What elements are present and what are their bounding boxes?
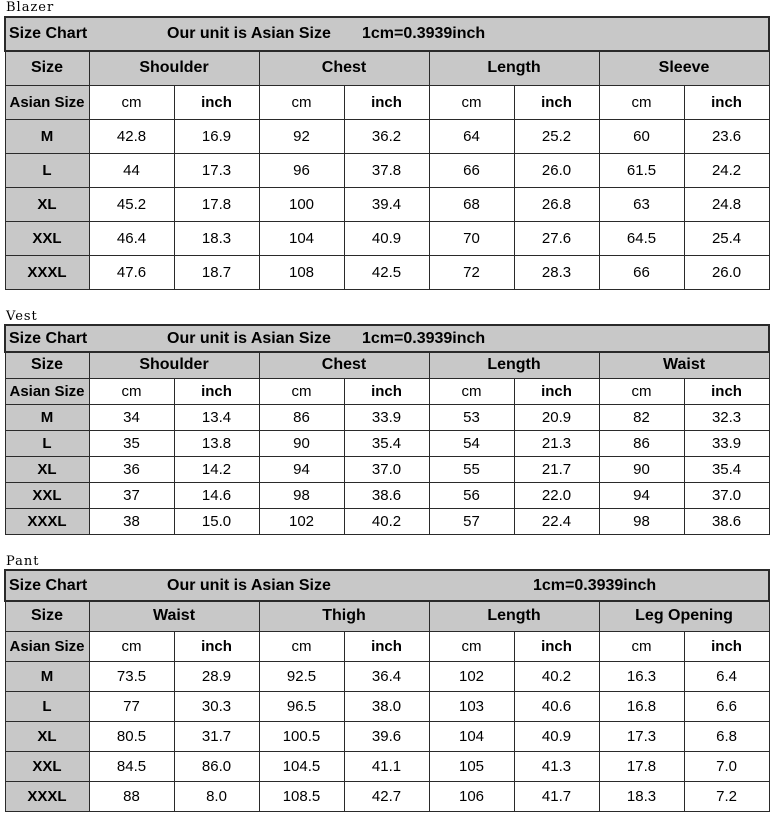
value-cell: 47.6 [89,255,174,289]
unit-cm: cm [599,378,684,404]
value-cell: 90 [599,456,684,482]
value-cell: 28.3 [514,255,599,289]
value-cell: 73.5 [89,661,174,691]
value-cell: 45.2 [89,187,174,221]
table-row [5,404,769,430]
unit-cm: cm [599,85,684,119]
value-cell: 37.0 [684,482,769,508]
table-row [5,751,769,781]
table-row [5,508,769,534]
section-title-vest: Vest [6,309,38,324]
value-cell: 54 [429,430,514,456]
size-cell: XXXL [5,255,89,289]
size-cell: M [5,404,89,430]
table-row [5,255,769,289]
value-cell: 41.3 [514,751,599,781]
value-cell: 66 [599,255,684,289]
value-cell: 106 [429,781,514,811]
size-cell: XXXL [5,508,89,534]
value-cell: 37.0 [344,456,429,482]
value-cell: 6.6 [684,691,769,721]
value-cell: 84.5 [89,751,174,781]
value-cell: 88 [89,781,174,811]
unit-inch: inch [684,631,769,661]
value-cell: 92.5 [259,661,344,691]
value-cell: 77 [89,691,174,721]
table-row [5,781,769,811]
unit-row [5,85,769,119]
value-cell: 32.3 [684,404,769,430]
measurement-header: Waist [599,352,769,378]
value-cell: 22.0 [514,482,599,508]
value-cell: 33.9 [684,430,769,456]
measurement-header: Shoulder [89,352,259,378]
value-cell: 16.9 [174,119,259,153]
value-cell: 26.8 [514,187,599,221]
value-cell: 31.7 [174,721,259,751]
conversion-note: 1cm=0.3939inch [362,25,486,42]
size-cell: XL [5,187,89,221]
value-cell: 102 [429,661,514,691]
value-cell: 25.4 [684,221,769,255]
unit-row [5,631,769,661]
value-cell: 104 [429,721,514,751]
value-cell: 22.4 [514,508,599,534]
measurement-header: Leg Opening [599,601,769,631]
value-cell: 36.2 [344,119,429,153]
unit-inch: inch [514,378,599,404]
table-row [5,119,769,153]
unit-inch: inch [344,631,429,661]
title-row [5,570,769,601]
unit-cm: cm [259,85,344,119]
conversion-note: 1cm=0.3939inch [533,576,657,594]
value-cell: 56 [429,482,514,508]
value-cell: 108 [259,255,344,289]
value-cell: 18.3 [599,781,684,811]
table-row [5,430,769,456]
value-cell: 41.7 [514,781,599,811]
value-cell: 64 [429,119,514,153]
value-cell: 17.3 [599,721,684,751]
value-cell: 15.0 [174,508,259,534]
measurement-header: Chest [259,51,429,85]
asian-size-label: Asian Size [5,631,89,661]
unit-cm: cm [259,631,344,661]
value-cell: 53 [429,404,514,430]
size-cell: M [5,119,89,153]
unit-cm: cm [89,85,174,119]
measurement-header: Chest [259,352,429,378]
value-cell: 66 [429,153,514,187]
value-cell: 6.8 [684,721,769,751]
value-cell: 38.0 [344,691,429,721]
value-cell: 108.5 [259,781,344,811]
value-cell: 35.4 [684,456,769,482]
unit-note: Our unit is Asian Size [167,25,331,42]
size-table-vest [4,324,770,535]
value-cell: 14.6 [174,482,259,508]
value-cell: 68 [429,187,514,221]
title-row [5,325,769,352]
value-cell: 105 [429,751,514,781]
measurement-header: Waist [89,601,259,631]
value-cell: 72 [429,255,514,289]
value-cell: 14.2 [174,456,259,482]
value-cell: 46.4 [89,221,174,255]
size-cell: XXXL [5,781,89,811]
value-cell: 23.6 [684,119,769,153]
table-row [5,221,769,255]
size-cell: XL [5,456,89,482]
unit-cm: cm [599,631,684,661]
value-cell: 27.6 [514,221,599,255]
unit-inch: inch [174,85,259,119]
unit-inch: inch [514,85,599,119]
value-cell: 28.9 [174,661,259,691]
size-cell: XXL [5,751,89,781]
measurement-header: Shoulder [89,51,259,85]
value-cell: 86 [599,430,684,456]
value-cell: 70 [429,221,514,255]
value-cell: 100.5 [259,721,344,751]
conversion-note: 1cm=0.3939inch [362,329,486,347]
unit-inch: inch [344,378,429,404]
value-cell: 104.5 [259,751,344,781]
asian-size-label: Asian Size [5,85,89,119]
value-cell: 102 [259,508,344,534]
table-row [5,187,769,221]
value-cell: 64.5 [599,221,684,255]
chart-label: Size Chart [9,25,88,42]
value-cell: 41.1 [344,751,429,781]
asian-size-label: Asian Size [5,378,89,404]
size-cell: L [5,691,89,721]
value-cell: 21.3 [514,430,599,456]
value-cell: 17.8 [174,187,259,221]
value-cell: 13.8 [174,430,259,456]
measurement-header-row [5,601,769,631]
value-cell: 7.2 [684,781,769,811]
unit-row [5,378,769,404]
size-header: Size [5,51,89,85]
value-cell: 80.5 [89,721,174,751]
value-cell: 40.9 [514,721,599,751]
value-cell: 61.5 [599,153,684,187]
unit-note: Our unit is Asian Size [167,576,331,594]
value-cell: 90 [259,430,344,456]
size-cell: M [5,661,89,691]
measurement-header-row [5,51,769,85]
table-row [5,721,769,751]
unit-note: Our unit is Asian Size [167,329,331,347]
unit-cm: cm [429,631,514,661]
measurement-header-row [5,352,769,378]
table-row [5,691,769,721]
value-cell: 100 [259,187,344,221]
measurement-header: Sleeve [599,51,769,85]
value-cell: 7.0 [684,751,769,781]
value-cell: 60 [599,119,684,153]
size-cell: XXL [5,482,89,508]
value-cell: 104 [259,221,344,255]
value-cell: 18.3 [174,221,259,255]
value-cell: 20.9 [514,404,599,430]
value-cell: 37.8 [344,153,429,187]
unit-cm: cm [89,378,174,404]
value-cell: 36 [89,456,174,482]
value-cell: 25.2 [514,119,599,153]
value-cell: 33.9 [344,404,429,430]
chart-label: Size Chart [9,329,88,347]
unit-inch: inch [174,631,259,661]
value-cell: 39.4 [344,187,429,221]
value-cell: 17.3 [174,153,259,187]
value-cell: 63 [599,187,684,221]
unit-cm: cm [429,378,514,404]
value-cell: 24.2 [684,153,769,187]
size-header: Size [5,352,89,378]
value-cell: 40.6 [514,691,599,721]
unit-inch: inch [514,631,599,661]
table-row [5,153,769,187]
value-cell: 98 [259,482,344,508]
size-cell: XL [5,721,89,751]
value-cell: 24.8 [684,187,769,221]
section-title-blazer: Blazer [6,0,55,15]
value-cell: 94 [259,456,344,482]
table-row [5,456,769,482]
value-cell: 26.0 [684,255,769,289]
value-cell: 18.7 [174,255,259,289]
value-cell: 8.0 [174,781,259,811]
value-cell: 37 [89,482,174,508]
title-row [5,17,769,51]
size-table-blazer [4,16,770,290]
value-cell: 38.6 [344,482,429,508]
unit-inch: inch [684,85,769,119]
value-cell: 36.4 [344,661,429,691]
value-cell: 44 [89,153,174,187]
unit-inch: inch [344,85,429,119]
measurement-header: Length [429,51,599,85]
value-cell: 96.5 [259,691,344,721]
section-title-pant: Pant [6,554,40,569]
value-cell: 86.0 [174,751,259,781]
value-cell: 38.6 [684,508,769,534]
value-cell: 6.4 [684,661,769,691]
size-table-pant [4,569,770,812]
table-row [5,482,769,508]
value-cell: 34 [89,404,174,430]
size-cell: L [5,430,89,456]
measurement-header: Length [429,352,599,378]
value-cell: 40.9 [344,221,429,255]
table-row [5,661,769,691]
value-cell: 86 [259,404,344,430]
value-cell: 55 [429,456,514,482]
value-cell: 42.7 [344,781,429,811]
value-cell: 16.8 [599,691,684,721]
value-cell: 103 [429,691,514,721]
value-cell: 40.2 [514,661,599,691]
unit-inch: inch [174,378,259,404]
value-cell: 17.8 [599,751,684,781]
size-header: Size [5,601,89,631]
value-cell: 96 [259,153,344,187]
value-cell: 21.7 [514,456,599,482]
value-cell: 30.3 [174,691,259,721]
measurement-header: Length [429,601,599,631]
size-cell: XXL [5,221,89,255]
value-cell: 94 [599,482,684,508]
value-cell: 92 [259,119,344,153]
unit-cm: cm [89,631,174,661]
value-cell: 35 [89,430,174,456]
value-cell: 98 [599,508,684,534]
value-cell: 57 [429,508,514,534]
size-cell: L [5,153,89,187]
value-cell: 40.2 [344,508,429,534]
unit-cm: cm [429,85,514,119]
unit-inch: inch [684,378,769,404]
chart-label: Size Chart [9,576,88,594]
value-cell: 16.3 [599,661,684,691]
value-cell: 42.8 [89,119,174,153]
measurement-header: Thigh [259,601,429,631]
value-cell: 26.0 [514,153,599,187]
value-cell: 82 [599,404,684,430]
value-cell: 13.4 [174,404,259,430]
value-cell: 39.6 [344,721,429,751]
value-cell: 42.5 [344,255,429,289]
value-cell: 35.4 [344,430,429,456]
value-cell: 38 [89,508,174,534]
unit-cm: cm [259,378,344,404]
